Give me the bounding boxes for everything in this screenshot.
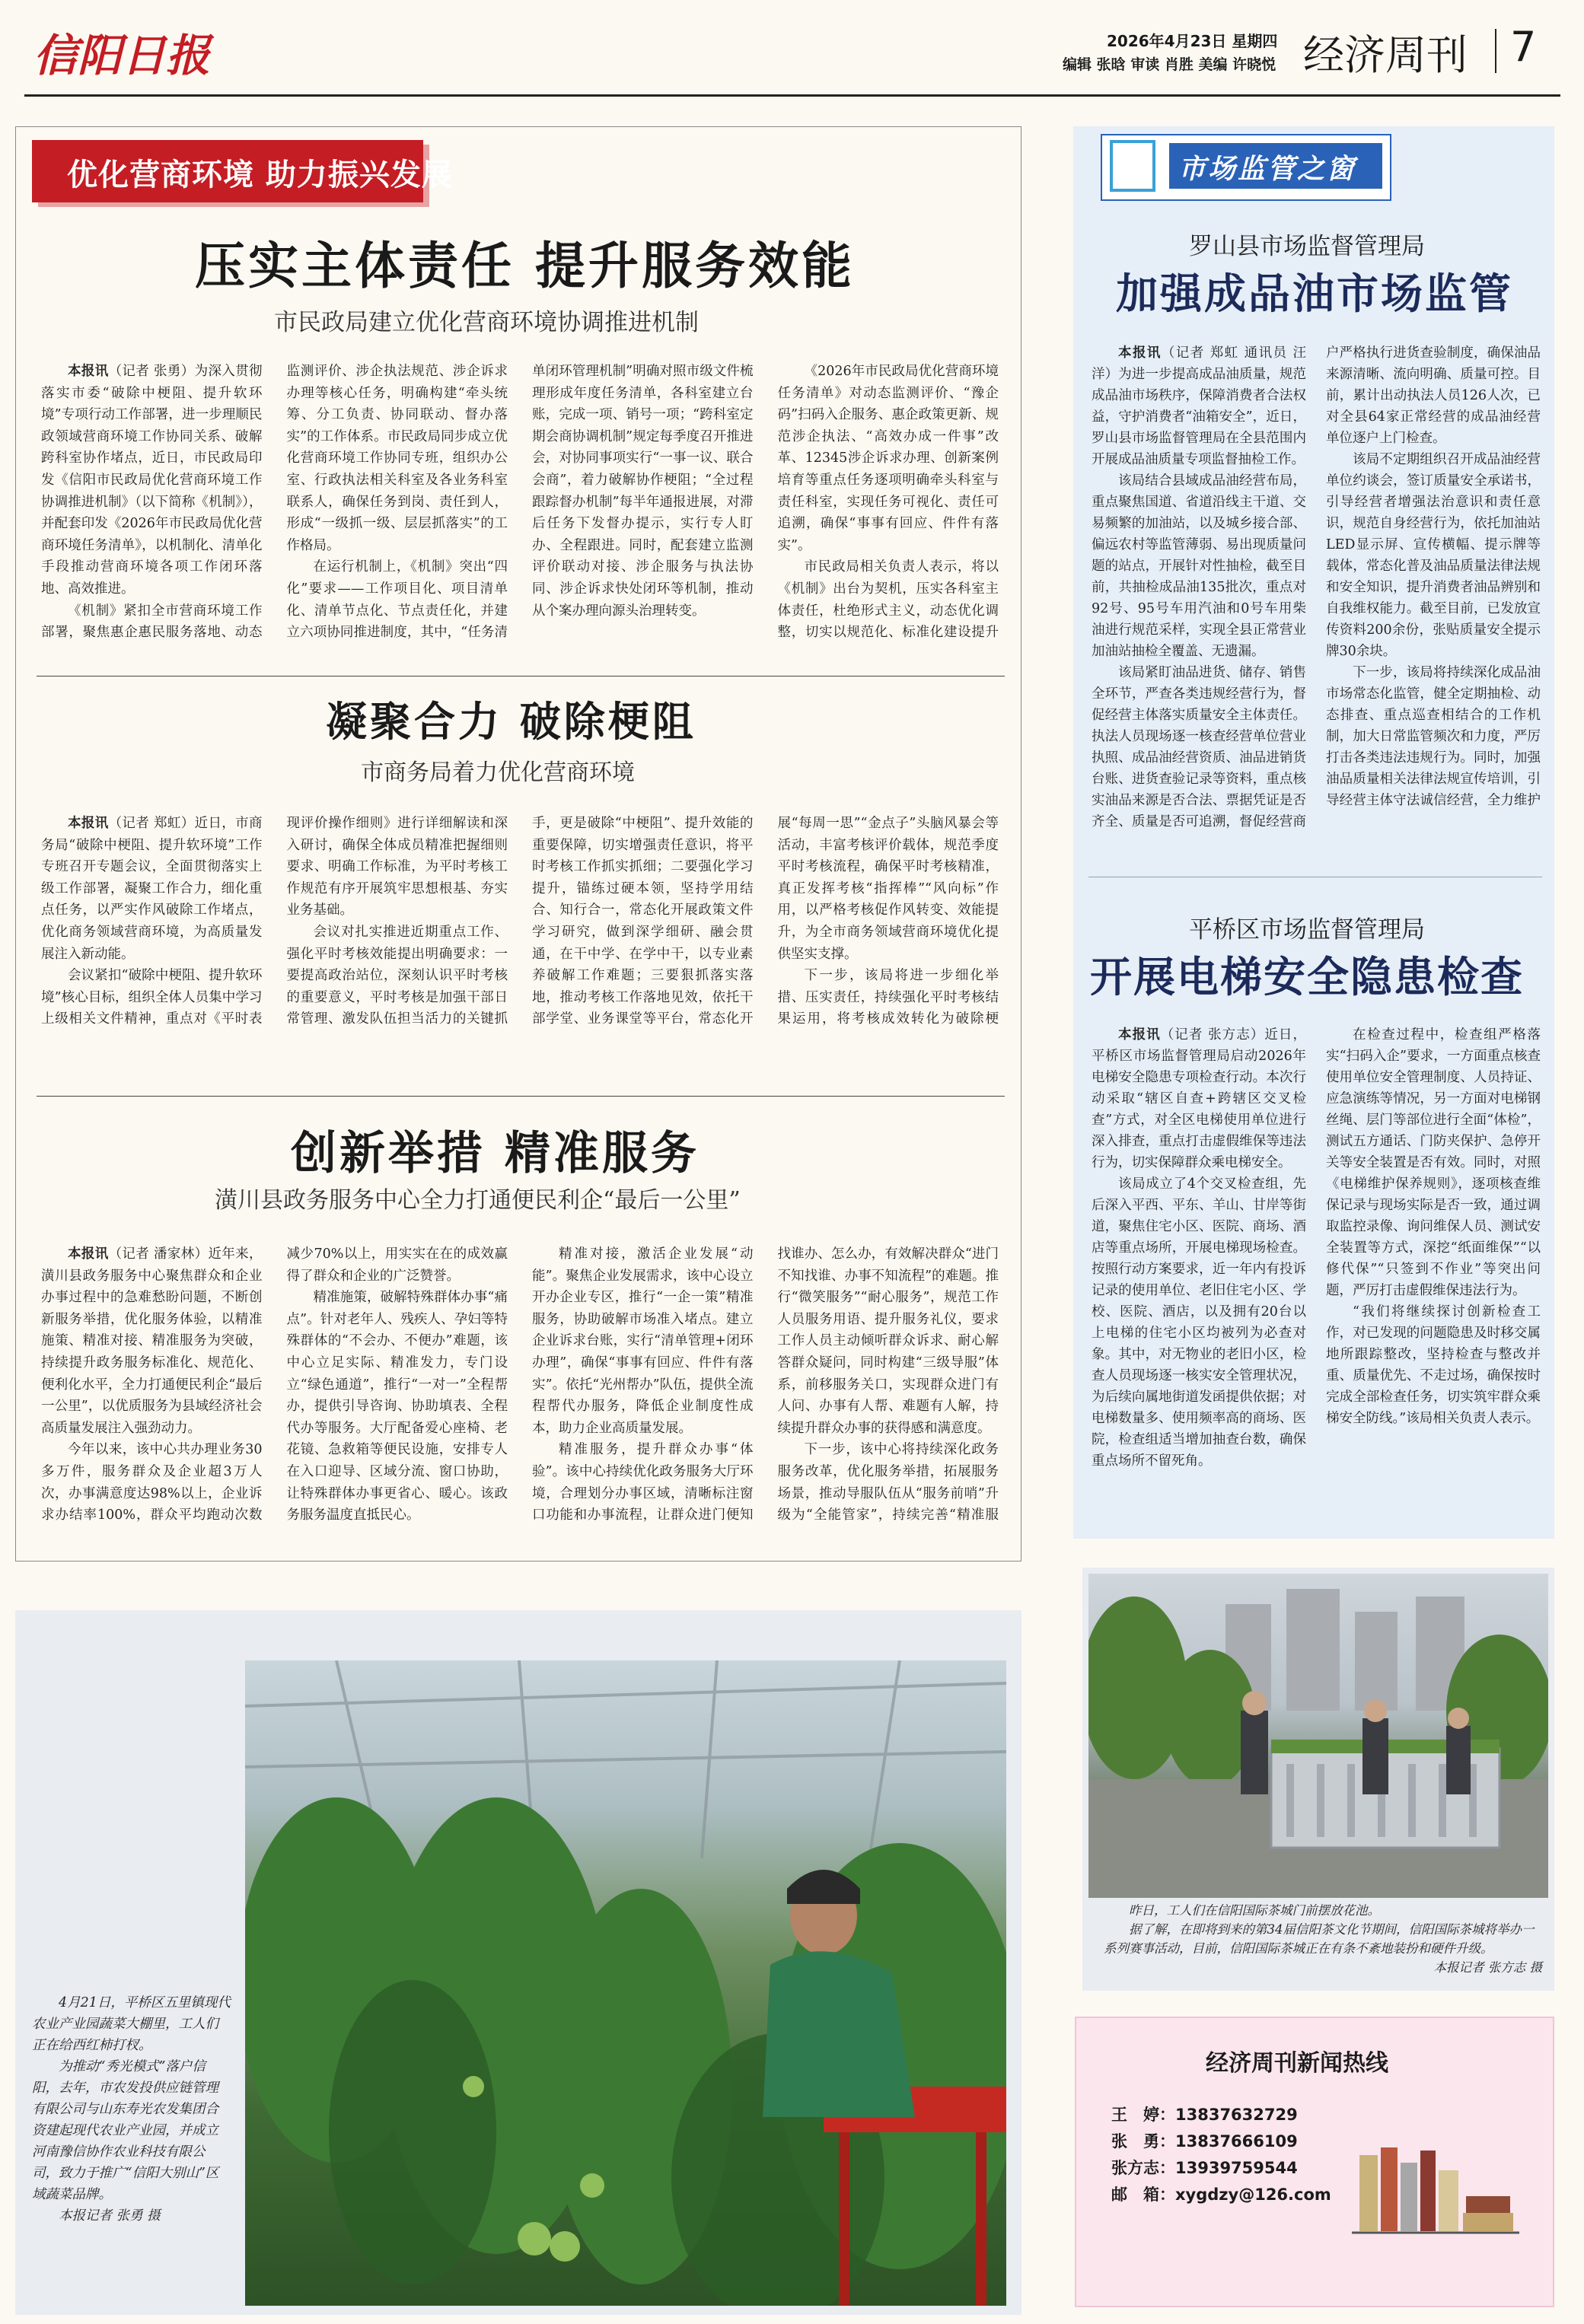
newspaper-logo: 信阳日报 xyxy=(33,30,211,81)
article1-lead: 本报讯 xyxy=(68,364,109,379)
article1-paragraph: 市民政局相关负责人表示，将以《机制》出台为契机，压实各科室主体责任，杜绝形式主义，动态优化调整，切实以规范化、标准化建设提升 xyxy=(777,559,999,641)
market-article2-paragraph: 本报讯（记者 张方志）近日，平桥区市场监督管理局启动2026年电梯安全隐患专项检查行动。本次行动采取“辖区自查+跨辖区交叉检查”方式，对全区电梯使用单位进行深入排查，重点打击虚假维保等违法行为，切实保障群众乘电梯安全。 xyxy=(1092,1027,1307,1170)
article1-paragraph: 在运行机制上，《机制》突出“四化”要求——工作项目化、项目清单化、清单节点化、节点责任化，并建立六项协同推进制度，其中，“任务清单闭环管理机制”明确对照市级文件梳理形成年度任务清单，各科室建立台账，完成一项、销号一项；“跨科室定期会商协调机制”规定每季度召开推进会，对协同事项实行“一事一议、联合会商”，着力破解协作梗阻；“全过程跟踪督办机制”每半年通报进展，对滞后任务下发督办提示，实行专人盯办、全程跟进。同时，配套建立监测评价联动对接、涉企服务与执法协同、涉企诉求快处闭环等机制，推动从个案办理向源头治理转变。 xyxy=(286,364,754,641)
article1-title: 压实主体责任 提升服务效能 xyxy=(195,236,855,295)
hotline-email-link[interactable]: xygdzy@126.com xyxy=(1175,2186,1331,2204)
window-icon xyxy=(1110,140,1155,192)
market-title-1: 加强成品油市场监管 xyxy=(1116,269,1514,318)
market-article1-paragraph: 下一步，该局将持续深化成品油市场常态化监管，健全定期抽检、动态排查、重点巡查相结合的工作机制，加大日常监管频次和力度，严厉打击各类违法违规行为。同时，加强油品质量相关法律法规宣传培训，引导经营主体守法诚信经营，全力维护 xyxy=(1326,665,1541,808)
market-kicker-2: 平桥区市场监督管理局 xyxy=(1189,916,1425,944)
caption-paragraph: 为推动“秀光模式”落户信阳，去年，市农发投供应链管理有限公司与山东寿光农发集团合资建起现代农业产业园，并成立河南豫信协作农业科技有限公司，致力于推广“信阳大别山”区域蔬菜品牌。 xyxy=(32,2059,219,2202)
hotline-line: 张 勇：13837666109 xyxy=(1111,2132,1298,2150)
article2-title: 凝聚合力 破除梗阻 xyxy=(326,697,696,746)
market-article1-lead: 本报讯 xyxy=(1118,345,1162,361)
article1-paragraph: 《机制》紧扣全市营商环境工作部署，聚焦惠企惠民服务落地、动态监测评价、涉企执法规范、涉企诉求办理等核心任务，明确构建“牵头统筹、分工负责、协同联动、督办落实”的工作体系。市民政局同步成立优化营商环境工作协同专班，组织办公室、行政执法相关科室及各业务科室联系人，确保任务到岗、责任到人，形成“一级抓一级、层层抓落实”的工作格局。 xyxy=(41,364,508,641)
section-banner-text: 优化营商环境 助力振兴发展 xyxy=(67,158,453,193)
article2-byline: （记者 郑虹） xyxy=(108,816,195,831)
article2-lead: 本报讯 xyxy=(68,816,109,831)
market-article2-body xyxy=(1092,1024,1541,1527)
staff-line: 编辑 张晗 审读 肖胜 美编 许晓悦 xyxy=(1063,56,1276,73)
page-number: 7 xyxy=(1510,23,1537,71)
caption-paragraph: 4月21日，平桥区五里镇现代农业产业园蔬菜大棚里，工人们正在给西红柿打杈。 xyxy=(32,1995,231,2053)
article-divider xyxy=(37,1096,1005,1097)
market-title-2: 开展电梯安全隐患检查 xyxy=(1090,952,1525,1001)
market-kicker-1: 罗山县市场监督管理局 xyxy=(1189,233,1425,260)
market-article2-paragraph: 在检查过程中，检查组严格落实“扫码入企”要求，一方面重点核查使用单位安全管理制度、人员持证、应急演练等情况，另一方面对电梯钢丝绳、层门等部位进行全面“体检”，测试五方通话、门防夹保护、急停开关等安全装置是否有效。同时，对照《电梯维护保养规则》，逐项核查维保记录与现场实际是否一致，通过调取监控录像、询问维保人员、测试安全装置等方式，深挖“纸面维保”“以修代保”“只签到不作业”等突出问题，严厉打击虚假维保违法行为。 xyxy=(1326,1027,1541,1298)
hotline-line: 王 婷：13837632729 xyxy=(1111,2106,1298,2124)
article3-paragraph: 下一步，该中心将持续深化政务服务改革，优化服务举措，拓展服务场景，推动导服队伍从“服务前哨”升级为“全能管家”，持续完善“精准服 xyxy=(777,1442,999,1523)
market-banner xyxy=(1101,134,1391,201)
market-article2-byline: （记者 张方志） xyxy=(1160,1027,1265,1043)
date-line: 2026年4月23日 星期四 xyxy=(1107,32,1278,50)
article3-paragraph: 本报讯（记者 潘家林）近年来，潢川县政务服务中心聚焦群众和企业办事过程中的急难愁盼问题，不断创新服务举措，优化服务体验，以精准施策、精准对接、精准服务为突破，持续提升政务服务标准化、规范化、便利化水平，全力打通便民利企“最后一公里”，以优质服务为县域经济社会高质量发展注入强劲动力。 xyxy=(41,1246,263,1436)
article1-byline: （记者 张勇） xyxy=(108,364,195,379)
article1-paragraph: 本报讯（记者 张勇）为深入贯彻落实市委“破除中梗阻、提升软环境”专项行动工作部署，进一步理顺民政领域营商环境工作协同关系、破解跨科室协作堵点，近日，市民政局印发《信阳市民政局优化营商环境工作协调推进机制》（以下简称《机制》），并配套印发《2026年市民政局优化营商环境任务清单》，以机制化、清单化手段推动营商环境各项工作闭环落地、高效推进。 xyxy=(41,364,263,597)
article2-paragraph: 会议对扎实推进近期重点工作、强化平时考核效能提出明确要求：一要提高政治站位，深刻认识平时考核的重要意义，平时考核是加强干部日常管理、激发队伍担当活力的关键抓手，更是破除“中梗阻”、提升效能的重要保障，切实增强责任意识，将平时考核工作抓实抓细；二要强化学习提升，锚练过硬本领，坚持学用结合、知行合一，常态化开展政策文件学习研究，做到深学细研、融会贯通，在干中学、在学中干，以专业素养破解工作难题；三要狠抓落实落地，推动考核工作落地见效，依托干部学堂、业务课堂等平台，常态化开展“每周一思”“金点子”头脑风暴会等活动，丰富考核评价载体，规范季度平时考核流程，确保平时考核精准，真正发挥考核“指挥棒”“风向标”作用，以严格考核促作风转变、效能提升，为全市商务领域营商环境优化提供坚实支撑。 xyxy=(286,816,999,1027)
photo-credit: 本报记者 张方志 摄 xyxy=(1433,1960,1542,1975)
article3-subtitle: 潢川县政务服务中心全力打通便民利企“最后一公里” xyxy=(215,1187,741,1214)
section-title: 经济周刊 xyxy=(1303,31,1468,79)
article1-paragraph: 《2026年市民政局优化营商环境任务清单》对动态监测评价、“豫企码”扫码入企服务、惠企政策更新、规范涉企执法、“高效办成一件事”改革、12345涉企诉求办理、创新案例培育等重点任务逐项明确牵头科室与责任科室，实现任务可视化、责任可追溯，确保“事事有回应、件件有落实”。 xyxy=(777,364,999,553)
hotline-line: 邮 箱：xygdzy@126.com xyxy=(1111,2186,1331,2204)
market-banner-text: 市场监管之窗 xyxy=(1178,154,1357,185)
market-article1-paragraph: 本报讯（记者 郑虹 通讯员 汪洋）为进一步提高成品油质量，规范成品油市场秩序，保障消费者合法权益，守护消费者“油箱安全”，近日，罗山县市场监督管理局在全县范围内开展成品油质量专项监督抽检工作。 xyxy=(1092,345,1307,467)
market-article1-paragraph: 该局紧盯油品进货、储存、销售全环节，严查各类违规经营行为，督促经营主体落实质量安全主体责任。执法人员现场逐一核查经营单位营业执照、成品油经营资质、油品进销货台账、进货查验记录等资料，重点核实油品来源是否合法、票据凭证是否齐全、质量是否可追溯，督促经营商户严格执行进货查验制度，确保油品来源清晰、流向明确、质量可控。目前，累计出动执法人员126人次，已对全县64家正常经营的成品油经营单位逐户上门检查。 xyxy=(1092,345,1541,829)
tea-city-photo xyxy=(1088,1574,1548,1898)
article2-body xyxy=(41,813,999,1038)
photo-credit: 本报记者 张勇 摄 xyxy=(59,2208,161,2224)
article3-paragraph: 精准服务，提升群众办事“体验”。该中心持续优化政务服务大厅环境，合理划分办事区域，清晰标注窗口功能和办事流程，让群众进门便知找谁办、怎么办，有效解决群众“进门不知找谁、办事不知流程”的难题。推行“微笑服务”“耐心服务”，规范工作人员服务用语、提升服务礼仪，要求工作人员主动倾听群众诉求、耐心解答群众疑问，同时构建“三级导服”体系，前移服务关口，实现群众进门有人问、办事有人帮、难题有人解，持续提升群众办事的获得感和满意度。 xyxy=(532,1246,999,1523)
caption-paragraph: 昨日，工人们在信阳国际茶城门前摆放花池。 xyxy=(1129,1903,1380,1918)
article2-subtitle: 市商务局着力优化营商环境 xyxy=(361,759,635,786)
article3-byline: （记者 潘家林） xyxy=(108,1246,209,1262)
article3-paragraph: 精准施策，破解特殊群体办事“痛点”。针对老年人、残疾人、孕妇等特殊群体的“不会办、不便办”难题，该中心立足实际、精准发力，专门设立“绿色通道”，推行“一对一”全程帮办，提供引导咨询、协助填表、全程代办等服务。大厅配备爱心座椅、老花镜、急救箱等便民设施，安排专人在入口迎导、区域分流、窗口协助，让特殊群体办事更省心、暖心。该政务服务温度直抵民心。 xyxy=(286,1290,508,1523)
books-icon xyxy=(1352,2140,1519,2239)
article2-paragraph: 下一步，该局将进一步细化举措、压实责任，持续强化平时考核结果运用，将考核成效转化为破除梗 xyxy=(777,968,999,1027)
market-article1-paragraph: 该局不定期组织召开成品油经营单位约谈会，签订质量安全承诺书，引导经营者增强法治意识和责任意识，规范自身经营行为，依托加油站LED显示屏、宣传横幅、提示牌等载体，常态化普及油品质量法律法规和安全知识，提升消费者油品辨别和自我维权能力。截至目前，已发放宣传资料200余份，张贴质量安全提示牌30余块。 xyxy=(1326,452,1541,659)
article1-subtitle: 市民政局建立优化营商环境协调推进机制 xyxy=(274,309,699,336)
photo-right-caption xyxy=(1104,1901,1542,1977)
greenhouse-photo xyxy=(245,1660,1006,2306)
market-article1-body xyxy=(1092,342,1541,840)
article-divider xyxy=(37,676,1005,677)
article1-body xyxy=(41,361,999,650)
section-banner xyxy=(32,140,453,202)
photo-left-caption xyxy=(32,1992,231,2227)
market-article2-paragraph: “我们将继续探讨创新检查工作，对已发现的问题隐患及时移交属地所跟踪整改，坚持检查与整改并重、质量优先、不走过场，确保按时完成全部检查任务，切实筑牢群众乘梯安全防线。”该局相关负责人表示。 xyxy=(1326,1304,1541,1426)
article3-title: 创新举措 精准服务 xyxy=(291,1127,700,1180)
masthead-rule xyxy=(24,94,1560,97)
article2-paragraph: 会议紧扣“破除中梗阻、提升软环境”核心目标，组织全体人员集中学习上级相关文件精神，重点对《平时表现评价操作细则》进行详细解读和深入研讨，确保全体成员精准把握细则要求、明确工作标准，为平时考核工作规范有序开展筑牢思想根基、夯实业务基础。 xyxy=(41,816,508,1027)
market-article1-paragraph: 该局结合县域成品油经营布局，重点聚焦国道、省道沿线主干道、交易频繁的加油站，以及城乡接合部、偏远农村等监管薄弱、易出现质量问题的站点，开展针对性抽检，截至目前，共抽检成品油135批次，重点对92号、95号车用汽油和0号车用柴油进行规范采样，实现全县正常营业加油站抽检全覆盖、无遗漏。 xyxy=(1092,473,1306,659)
hotline-list xyxy=(1111,2102,1331,2208)
caption-paragraph: 据了解，在即将到来的第34届信阳茶文化节期间，信阳国际茶城将举办一系列赛事活动，目前，信阳国际茶城正在有条不紊地装扮和硬件升级。 xyxy=(1104,1922,1535,1956)
article3-paragraph: 精准对接，激活企业发展“动能”。聚焦企业发展需求，该中心设立开办企业专区，推行“一企一策”精准服务，协助破解市场准入堵点。建立企业诉求台账，实行“清单管理+闭环办理”，确保“事事有回应、件件有落实”。依托“光州帮办”队伍，提供全流程帮代办服务，降低企业制度性成本，助力企业高质量发展。 xyxy=(532,1246,754,1436)
masthead xyxy=(0,0,1584,91)
greenhouse-illustration xyxy=(245,1660,1006,2306)
article2-paragraph: 本报讯（记者 郑虹）近日，市商务局“破除中梗阻、提升软环境”工作专班召开专题会议，全面贯彻落实上级工作部署，凝聚工作合力，细化重点任务，以严实作风破除工作堵点，优化商务领域营商环境，为高质量发展注入新动能。 xyxy=(41,816,263,962)
hotline-line: 张方志：13939759544 xyxy=(1111,2159,1298,2177)
market-article2-paragraph: 该局成立了4个交叉检查组，先后深入平西、平东、羊山、甘岸等街道，聚焦住宅小区、医院、商场、酒店等重点场所，开展电梯现场检查。按照行动方案要求，近一年内有投诉记录的使用单位、老旧住宅小区、学校、医院、酒店，以及拥有20台以上电梯的住宅小区均被列为必查对象。其中，对无物业的老旧小区，检查人员现场逐一核实安全管理状况，为后续向属地街道发函提供依据；对电梯数量多、使用频率高的商场、医院，检查组适当增加抽查台数，确保重点场所不留死角。 xyxy=(1092,1176,1306,1469)
article3-paragraph: 今年以来，该中心共办理业务30多万件，服务群众及企业超3万人次，办事满意度达98%以上，企业诉求办结率100%，群众平均跑动次数减少70%以上，用实实在在的成效赢得了群众和企业的广泛赞誉。 xyxy=(41,1246,508,1523)
market-article2-lead: 本报讯 xyxy=(1118,1027,1161,1043)
section-divider xyxy=(1495,29,1496,73)
market-article1-byline: （记者 郑虹 通讯员 汪洋） xyxy=(1092,345,1306,382)
article3-body xyxy=(41,1243,999,1545)
tea-city-illustration xyxy=(1088,1574,1548,1898)
article3-lead: 本报讯 xyxy=(68,1246,109,1262)
hotline-title: 经济周刊新闻热线 xyxy=(1206,2050,1388,2077)
hotline-box xyxy=(1075,2017,1554,2307)
